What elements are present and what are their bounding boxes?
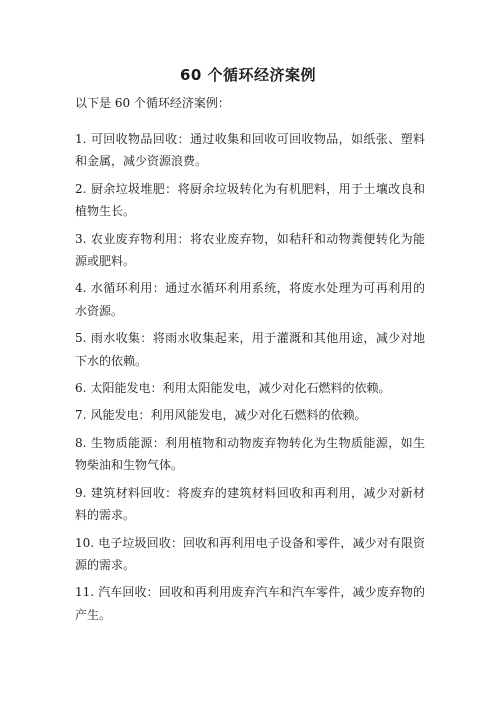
item-text: 可回收物品回收：通过收集和回收可回收物品，如纸张、塑料和金属，减少资源浪费。: [75, 132, 425, 169]
item-number: 6.: [75, 381, 87, 396]
item-number: 1.: [75, 132, 87, 146]
item-text: 水循环利用：通过水循环利用系统，将废水处理为可再利用的水资源。: [75, 281, 425, 318]
intro-text: 以下是 60 个循环经济案例：: [75, 96, 230, 110]
list-item: [75, 432, 425, 477]
list-item: [75, 581, 425, 626]
item-text: 太阳能发电：利用太阳能发电，减少对化石燃料的依赖。: [90, 381, 391, 396]
item-number: 4.: [75, 281, 87, 296]
list-item: [75, 228, 425, 273]
list-item: [75, 532, 425, 577]
case-list: [75, 128, 425, 631]
document-title: 60 个循环经济案例: [179, 66, 317, 84]
list-item: [75, 277, 425, 322]
item-number: 7.: [75, 408, 87, 423]
item-number: 2.: [75, 181, 87, 196]
item-number: 3.: [75, 231, 87, 246]
item-text: 厨余垃圾堆肥：将厨余垃圾转化为有机肥料，用于土壤改良和植物生长。: [75, 181, 425, 219]
list-item: [75, 327, 425, 372]
item-text: 风能发电：利用风能发电，减少对化石燃料的依赖。: [90, 408, 367, 423]
list-item: [75, 377, 425, 399]
item-text: 农业废弃物利用：将农业废弃物，如秸秆和动物粪便转化为能源或肥料。: [75, 231, 425, 269]
list-item: [75, 128, 425, 173]
item-number: 11.: [75, 585, 95, 600]
item-text: 雨水收集：将雨水收集起来，用于灌溉和其他用途，减少对地下水的依赖。: [75, 331, 425, 368]
item-text: 汽车回收：回收和再利用废弃汽车和汽车零件，减少废弃物的产生。: [75, 585, 425, 622]
item-number: 8.: [75, 435, 87, 450]
item-number: 10.: [75, 535, 95, 550]
list-item: [75, 404, 425, 426]
list-item: [75, 482, 425, 527]
item-number: 9.: [75, 485, 87, 500]
item-text: 电子垃圾回收：回收和再利用电子设备和零件，减少对有限资源的需求。: [75, 535, 425, 572]
item-text: 建筑材料回收：将废弃的建筑材料回收和再利用，减少对新材料的需求。: [75, 485, 425, 523]
list-item: [75, 178, 425, 223]
item-number: 5.: [75, 331, 87, 346]
item-text: 生物质能源：利用植物和动物废弃物转化为生物质能源，如生物柴油和生物气体。: [75, 435, 425, 473]
